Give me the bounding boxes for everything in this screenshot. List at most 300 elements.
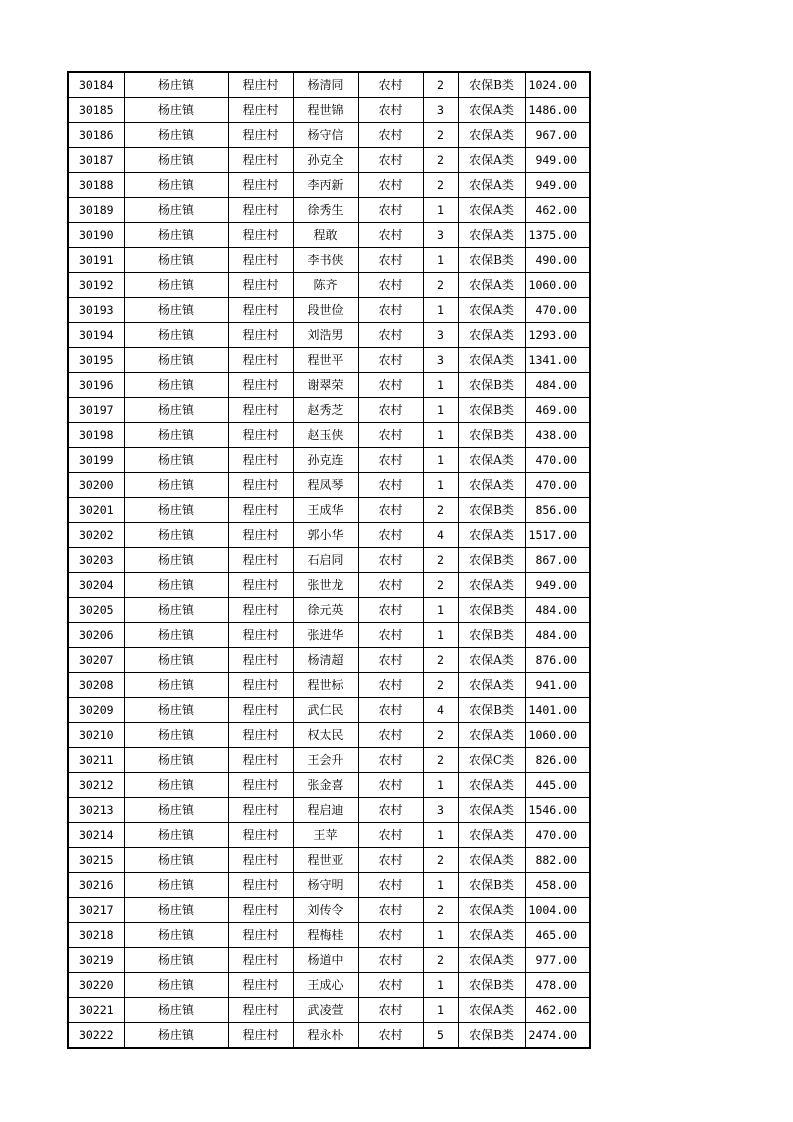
cell-amount: 438.00: [525, 423, 590, 448]
table-row: [68, 873, 590, 898]
cell-record-id: 30219: [68, 948, 124, 973]
cell-member-count: 4: [423, 523, 458, 548]
table-row: [68, 848, 590, 873]
table-row: [68, 723, 590, 748]
cell-name: 张世龙: [293, 573, 358, 598]
cell-household-type: 农村: [358, 648, 423, 673]
cell-insurance-category: 农保B类: [458, 398, 525, 423]
cell-amount: 826.00: [525, 748, 590, 773]
cell-name: 程世亚: [293, 848, 358, 873]
table-row: [68, 473, 590, 498]
cell-amount: 484.00: [525, 598, 590, 623]
cell-household-type: 农村: [358, 723, 423, 748]
cell-village: 程庄村: [228, 798, 293, 823]
cell-amount: 484.00: [525, 623, 590, 648]
cell-record-id: 30222: [68, 1023, 124, 1049]
cell-amount: 1060.00: [525, 723, 590, 748]
cell-household-type: 农村: [358, 298, 423, 323]
cell-name: 李书侠: [293, 248, 358, 273]
cell-record-id: 30195: [68, 348, 124, 373]
cell-insurance-category: 农保B类: [458, 373, 525, 398]
cell-insurance-category: 农保A类: [458, 298, 525, 323]
cell-member-count: 1: [423, 623, 458, 648]
cell-amount: 469.00: [525, 398, 590, 423]
cell-village: 程庄村: [228, 948, 293, 973]
table-row: [68, 148, 590, 173]
cell-town: 杨庄镇: [124, 123, 228, 148]
cell-member-count: 1: [423, 873, 458, 898]
cell-insurance-category: 农保B类: [458, 598, 525, 623]
cell-town: 杨庄镇: [124, 573, 228, 598]
cell-town: 杨庄镇: [124, 498, 228, 523]
cell-town: 杨庄镇: [124, 723, 228, 748]
cell-town: 杨庄镇: [124, 548, 228, 573]
cell-amount: 1486.00: [525, 98, 590, 123]
cell-record-id: 30189: [68, 198, 124, 223]
cell-town: 杨庄镇: [124, 598, 228, 623]
table-row: [68, 423, 590, 448]
cell-record-id: 30184: [68, 72, 124, 98]
cell-household-type: 农村: [358, 748, 423, 773]
cell-member-count: 2: [423, 173, 458, 198]
cell-amount: 470.00: [525, 473, 590, 498]
table-row: [68, 348, 590, 373]
cell-village: 程庄村: [228, 598, 293, 623]
cell-member-count: 2: [423, 498, 458, 523]
cell-insurance-category: 农保A类: [458, 98, 525, 123]
cell-member-count: 2: [423, 573, 458, 598]
cell-household-type: 农村: [358, 523, 423, 548]
cell-household-type: 农村: [358, 72, 423, 98]
cell-insurance-category: 农保A类: [458, 673, 525, 698]
cell-record-id: 30206: [68, 623, 124, 648]
cell-member-count: 5: [423, 1023, 458, 1049]
cell-amount: 445.00: [525, 773, 590, 798]
cell-household-type: 农村: [358, 173, 423, 198]
cell-household-type: 农村: [358, 823, 423, 848]
cell-town: 杨庄镇: [124, 198, 228, 223]
cell-town: 杨庄镇: [124, 148, 228, 173]
cell-name: 程永朴: [293, 1023, 358, 1049]
cell-insurance-category: 农保A类: [458, 823, 525, 848]
cell-village: 程庄村: [228, 673, 293, 698]
cell-town: 杨庄镇: [124, 373, 228, 398]
table-row: [68, 173, 590, 198]
cell-household-type: 农村: [358, 98, 423, 123]
cell-amount: 458.00: [525, 873, 590, 898]
table-row: [68, 523, 590, 548]
cell-town: 杨庄镇: [124, 848, 228, 873]
cell-household-type: 农村: [358, 698, 423, 723]
cell-town: 杨庄镇: [124, 398, 228, 423]
cell-village: 程庄村: [228, 398, 293, 423]
table-row: [68, 323, 590, 348]
cell-amount: 470.00: [525, 298, 590, 323]
cell-amount: 949.00: [525, 573, 590, 598]
cell-name: 程世平: [293, 348, 358, 373]
cell-name: 刘传令: [293, 898, 358, 923]
cell-insurance-category: 农保A类: [458, 523, 525, 548]
cell-name: 张进华: [293, 623, 358, 648]
cell-town: 杨庄镇: [124, 423, 228, 448]
cell-record-id: 30212: [68, 773, 124, 798]
table-row: [68, 598, 590, 623]
cell-record-id: 30192: [68, 273, 124, 298]
cell-village: 程庄村: [228, 573, 293, 598]
data-table: [67, 71, 591, 1049]
table-row: [68, 648, 590, 673]
cell-household-type: 农村: [358, 473, 423, 498]
cell-name: 徐秀生: [293, 198, 358, 223]
cell-insurance-category: 农保B类: [458, 248, 525, 273]
cell-record-id: 30217: [68, 898, 124, 923]
cell-amount: 1293.00: [525, 323, 590, 348]
cell-insurance-category: 农保A类: [458, 273, 525, 298]
cell-insurance-category: 农保A类: [458, 773, 525, 798]
cell-record-id: 30188: [68, 173, 124, 198]
cell-member-count: 1: [423, 598, 458, 623]
table-row: [68, 1023, 590, 1049]
cell-town: 杨庄镇: [124, 748, 228, 773]
cell-name: 程世标: [293, 673, 358, 698]
cell-town: 杨庄镇: [124, 773, 228, 798]
cell-name: 孙克连: [293, 448, 358, 473]
table-row: [68, 72, 590, 98]
cell-village: 程庄村: [228, 623, 293, 648]
cell-village: 程庄村: [228, 1023, 293, 1049]
cell-household-type: 农村: [358, 898, 423, 923]
cell-insurance-category: 农保B类: [458, 548, 525, 573]
cell-insurance-category: 农保C类: [458, 748, 525, 773]
cell-household-type: 农村: [358, 573, 423, 598]
cell-town: 杨庄镇: [124, 448, 228, 473]
cell-member-count: 1: [423, 823, 458, 848]
cell-record-id: 30187: [68, 148, 124, 173]
cell-member-count: 2: [423, 148, 458, 173]
cell-insurance-category: 农保A类: [458, 923, 525, 948]
cell-town: 杨庄镇: [124, 523, 228, 548]
table-row: [68, 498, 590, 523]
cell-village: 程庄村: [228, 348, 293, 373]
cell-record-id: 30207: [68, 648, 124, 673]
cell-member-count: 2: [423, 723, 458, 748]
cell-amount: 470.00: [525, 448, 590, 473]
cell-amount: 465.00: [525, 923, 590, 948]
cell-amount: 462.00: [525, 198, 590, 223]
cell-village: 程庄村: [228, 423, 293, 448]
cell-name: 王成华: [293, 498, 358, 523]
cell-insurance-category: 农保A类: [458, 648, 525, 673]
cell-insurance-category: 农保B类: [458, 698, 525, 723]
table-row: [68, 248, 590, 273]
cell-member-count: 2: [423, 648, 458, 673]
cell-name: 程凤琴: [293, 473, 358, 498]
cell-household-type: 农村: [358, 198, 423, 223]
table-row: [68, 548, 590, 573]
cell-household-type: 农村: [358, 1023, 423, 1049]
cell-village: 程庄村: [228, 998, 293, 1023]
cell-household-type: 农村: [358, 323, 423, 348]
table-row: [68, 623, 590, 648]
cell-record-id: 30199: [68, 448, 124, 473]
cell-record-id: 30211: [68, 748, 124, 773]
cell-insurance-category: 农保A类: [458, 223, 525, 248]
cell-household-type: 农村: [358, 223, 423, 248]
table-body: [68, 72, 590, 1048]
cell-village: 程庄村: [228, 173, 293, 198]
cell-amount: 882.00: [525, 848, 590, 873]
cell-town: 杨庄镇: [124, 348, 228, 373]
cell-insurance-category: 农保A类: [458, 848, 525, 873]
cell-member-count: 2: [423, 72, 458, 98]
cell-amount: 867.00: [525, 548, 590, 573]
cell-household-type: 农村: [358, 623, 423, 648]
cell-village: 程庄村: [228, 823, 293, 848]
cell-name: 刘浩男: [293, 323, 358, 348]
cell-member-count: 1: [423, 248, 458, 273]
cell-village: 程庄村: [228, 748, 293, 773]
cell-insurance-category: 农保B类: [458, 1023, 525, 1049]
table-row: [68, 98, 590, 123]
cell-record-id: 30201: [68, 498, 124, 523]
cell-member-count: 1: [423, 973, 458, 998]
cell-record-id: 30216: [68, 873, 124, 898]
cell-amount: 470.00: [525, 823, 590, 848]
cell-name: 李丙新: [293, 173, 358, 198]
cell-insurance-category: 农保A类: [458, 798, 525, 823]
cell-town: 杨庄镇: [124, 173, 228, 198]
table-row: [68, 373, 590, 398]
cell-village: 程庄村: [228, 548, 293, 573]
cell-village: 程庄村: [228, 523, 293, 548]
table-row: [68, 573, 590, 598]
cell-village: 程庄村: [228, 498, 293, 523]
cell-household-type: 农村: [358, 798, 423, 823]
cell-member-count: 1: [423, 198, 458, 223]
cell-insurance-category: 农保A类: [458, 573, 525, 598]
cell-record-id: 30214: [68, 823, 124, 848]
table-row: [68, 998, 590, 1023]
cell-village: 程庄村: [228, 898, 293, 923]
cell-village: 程庄村: [228, 648, 293, 673]
cell-town: 杨庄镇: [124, 998, 228, 1023]
cell-insurance-category: 农保A类: [458, 448, 525, 473]
cell-household-type: 农村: [358, 248, 423, 273]
cell-amount: 1060.00: [525, 273, 590, 298]
cell-town: 杨庄镇: [124, 948, 228, 973]
cell-insurance-category: 农保A类: [458, 123, 525, 148]
cell-amount: 967.00: [525, 123, 590, 148]
cell-member-count: 1: [423, 423, 458, 448]
cell-insurance-category: 农保A类: [458, 998, 525, 1023]
cell-village: 程庄村: [228, 373, 293, 398]
cell-village: 程庄村: [228, 72, 293, 98]
cell-insurance-category: 农保A类: [458, 348, 525, 373]
cell-insurance-category: 农保B类: [458, 623, 525, 648]
table-row: [68, 273, 590, 298]
cell-amount: 1546.00: [525, 798, 590, 823]
cell-member-count: 1: [423, 473, 458, 498]
cell-record-id: 30218: [68, 923, 124, 948]
cell-record-id: 30202: [68, 523, 124, 548]
cell-name: 杨清超: [293, 648, 358, 673]
cell-town: 杨庄镇: [124, 323, 228, 348]
cell-village: 程庄村: [228, 98, 293, 123]
cell-household-type: 农村: [358, 873, 423, 898]
cell-amount: 949.00: [525, 148, 590, 173]
table-row: [68, 398, 590, 423]
cell-household-type: 农村: [358, 848, 423, 873]
cell-amount: 977.00: [525, 948, 590, 973]
cell-insurance-category: 农保A类: [458, 473, 525, 498]
cell-name: 王成心: [293, 973, 358, 998]
table-row: [68, 123, 590, 148]
cell-name: 赵玉侠: [293, 423, 358, 448]
cell-town: 杨庄镇: [124, 873, 228, 898]
cell-member-count: 1: [423, 298, 458, 323]
cell-insurance-category: 农保B类: [458, 498, 525, 523]
table-row: [68, 973, 590, 998]
table-row: [68, 898, 590, 923]
cell-amount: 1004.00: [525, 898, 590, 923]
cell-village: 程庄村: [228, 873, 293, 898]
cell-member-count: 2: [423, 748, 458, 773]
cell-household-type: 农村: [358, 373, 423, 398]
cell-village: 程庄村: [228, 248, 293, 273]
table-row: [68, 773, 590, 798]
cell-insurance-category: 农保A类: [458, 898, 525, 923]
cell-name: 杨守信: [293, 123, 358, 148]
cell-amount: 856.00: [525, 498, 590, 523]
cell-household-type: 农村: [358, 448, 423, 473]
cell-household-type: 农村: [358, 548, 423, 573]
cell-member-count: 1: [423, 448, 458, 473]
cell-member-count: 1: [423, 773, 458, 798]
cell-record-id: 30213: [68, 798, 124, 823]
table-row: [68, 923, 590, 948]
cell-town: 杨庄镇: [124, 798, 228, 823]
cell-record-id: 30196: [68, 373, 124, 398]
cell-insurance-category: 农保A类: [458, 198, 525, 223]
cell-name: 赵秀芝: [293, 398, 358, 423]
cell-village: 程庄村: [228, 923, 293, 948]
cell-household-type: 农村: [358, 998, 423, 1023]
cell-town: 杨庄镇: [124, 473, 228, 498]
cell-amount: 484.00: [525, 373, 590, 398]
cell-village: 程庄村: [228, 848, 293, 873]
table-row: [68, 698, 590, 723]
cell-village: 程庄村: [228, 198, 293, 223]
cell-household-type: 农村: [358, 973, 423, 998]
cell-member-count: 2: [423, 673, 458, 698]
cell-name: 程敢: [293, 223, 358, 248]
cell-member-count: 2: [423, 273, 458, 298]
cell-village: 程庄村: [228, 298, 293, 323]
cell-town: 杨庄镇: [124, 72, 228, 98]
table-row: [68, 798, 590, 823]
cell-town: 杨庄镇: [124, 623, 228, 648]
cell-household-type: 农村: [358, 123, 423, 148]
cell-town: 杨庄镇: [124, 973, 228, 998]
cell-amount: 1401.00: [525, 698, 590, 723]
cell-name: 武仁民: [293, 698, 358, 723]
cell-record-id: 30215: [68, 848, 124, 873]
cell-record-id: 30197: [68, 398, 124, 423]
cell-record-id: 30203: [68, 548, 124, 573]
cell-village: 程庄村: [228, 123, 293, 148]
cell-name: 孙克全: [293, 148, 358, 173]
cell-member-count: 3: [423, 223, 458, 248]
table-row: [68, 748, 590, 773]
cell-record-id: 30193: [68, 298, 124, 323]
cell-name: 王苹: [293, 823, 358, 848]
cell-member-count: 3: [423, 98, 458, 123]
table-row: [68, 223, 590, 248]
cell-member-count: 4: [423, 698, 458, 723]
cell-name: 杨清同: [293, 72, 358, 98]
cell-record-id: 30204: [68, 573, 124, 598]
cell-insurance-category: 农保A类: [458, 173, 525, 198]
cell-member-count: 2: [423, 123, 458, 148]
cell-member-count: 2: [423, 848, 458, 873]
cell-insurance-category: 农保A类: [458, 723, 525, 748]
cell-town: 杨庄镇: [124, 98, 228, 123]
cell-member-count: 2: [423, 948, 458, 973]
cell-village: 程庄村: [228, 773, 293, 798]
cell-town: 杨庄镇: [124, 898, 228, 923]
cell-name: 段世俭: [293, 298, 358, 323]
cell-record-id: 30208: [68, 673, 124, 698]
cell-village: 程庄村: [228, 223, 293, 248]
cell-household-type: 农村: [358, 673, 423, 698]
cell-record-id: 30194: [68, 323, 124, 348]
cell-village: 程庄村: [228, 323, 293, 348]
cell-household-type: 农村: [358, 923, 423, 948]
cell-amount: 1024.00: [525, 72, 590, 98]
table-row: [68, 298, 590, 323]
cell-member-count: 3: [423, 323, 458, 348]
cell-record-id: 30209: [68, 698, 124, 723]
cell-amount: 462.00: [525, 998, 590, 1023]
cell-name: 谢翠荣: [293, 373, 358, 398]
cell-town: 杨庄镇: [124, 673, 228, 698]
cell-name: 陈齐: [293, 273, 358, 298]
cell-record-id: 30186: [68, 123, 124, 148]
cell-record-id: 30221: [68, 998, 124, 1023]
cell-village: 程庄村: [228, 273, 293, 298]
cell-name: 张金喜: [293, 773, 358, 798]
table-row: [68, 448, 590, 473]
cell-town: 杨庄镇: [124, 298, 228, 323]
cell-town: 杨庄镇: [124, 698, 228, 723]
cell-town: 杨庄镇: [124, 923, 228, 948]
cell-village: 程庄村: [228, 698, 293, 723]
table-row: [68, 823, 590, 848]
cell-insurance-category: 农保B类: [458, 72, 525, 98]
cell-amount: 2474.00: [525, 1023, 590, 1049]
cell-town: 杨庄镇: [124, 823, 228, 848]
cell-amount: 490.00: [525, 248, 590, 273]
cell-member-count: 2: [423, 898, 458, 923]
cell-name: 权太民: [293, 723, 358, 748]
cell-town: 杨庄镇: [124, 648, 228, 673]
cell-household-type: 农村: [358, 348, 423, 373]
cell-name: 程启迪: [293, 798, 358, 823]
cell-name: 郭小华: [293, 523, 358, 548]
cell-name: 杨守明: [293, 873, 358, 898]
cell-amount: 1341.00: [525, 348, 590, 373]
cell-village: 程庄村: [228, 973, 293, 998]
